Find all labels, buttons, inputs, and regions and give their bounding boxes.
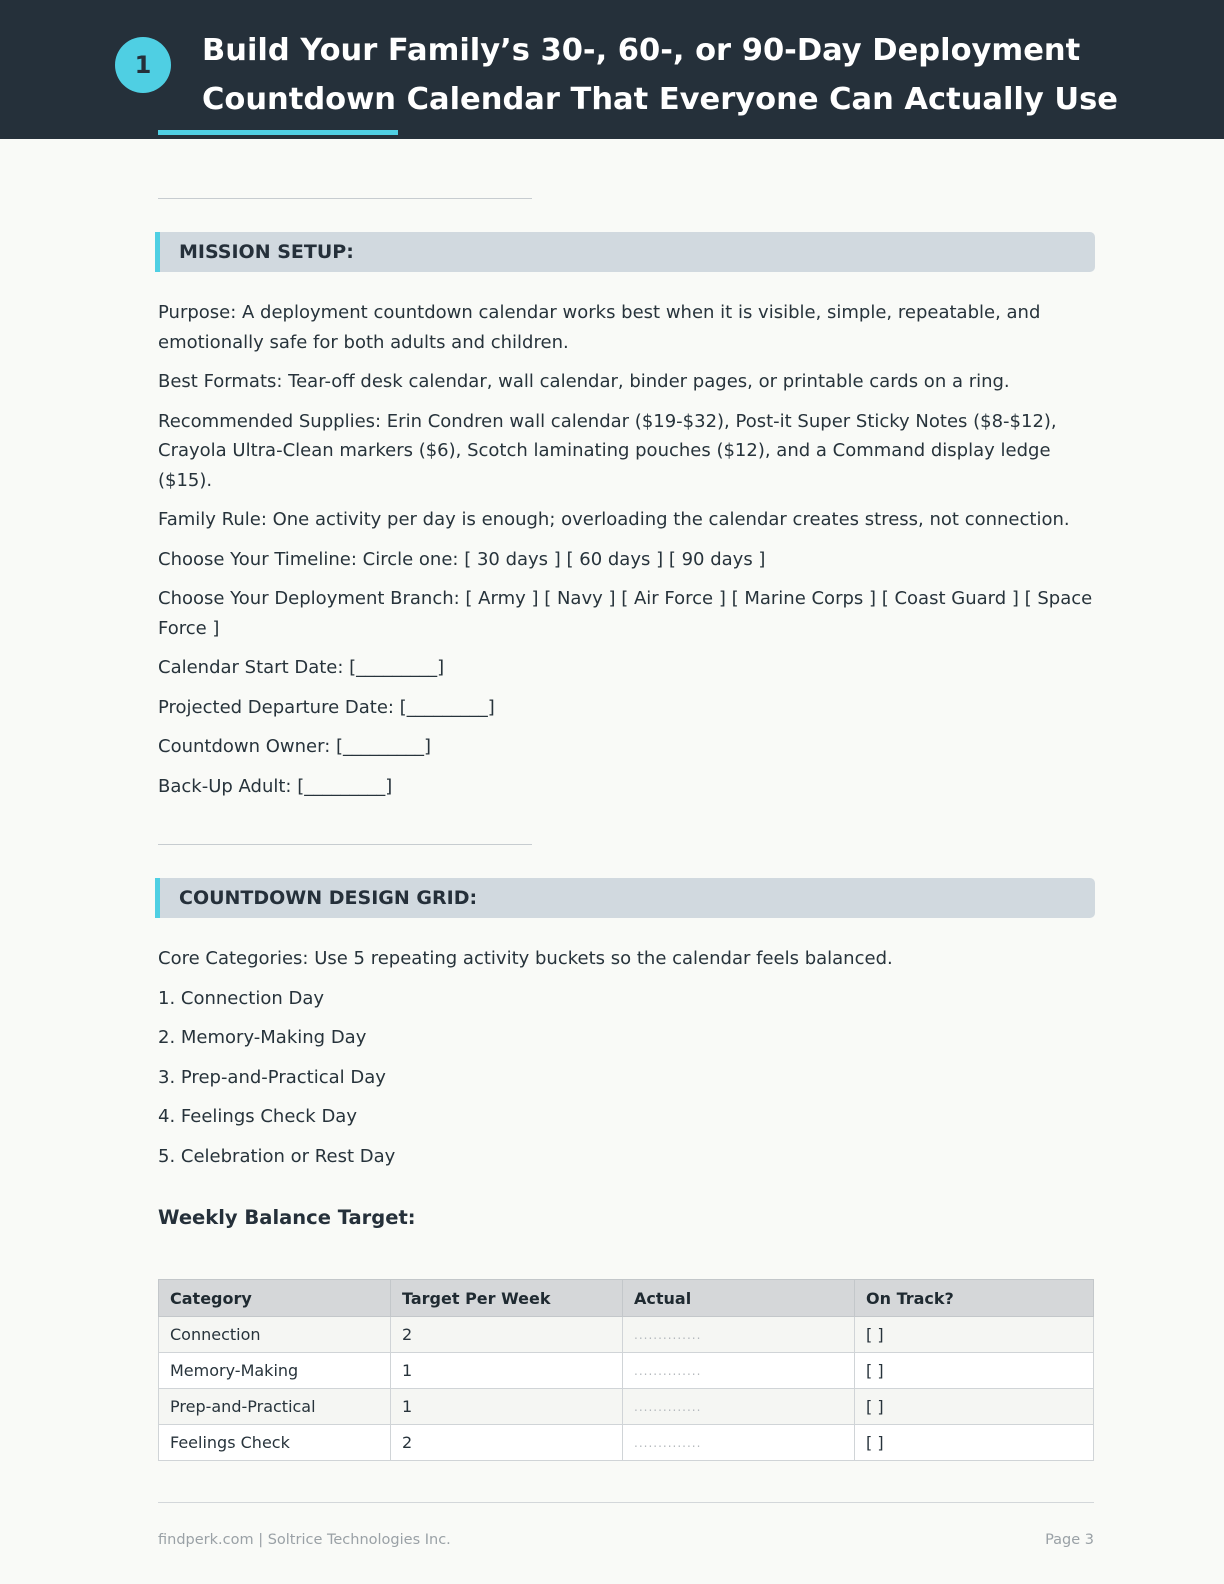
list-item: 5. Celebration or Rest Day [158,1145,396,1167]
column-header: On Track? [855,1280,1094,1317]
divider [158,198,532,199]
best-formats-text: Best Formats: Tear-off desk calendar, wall calendar, binder pages, or printable cards on a ring. [158,371,1010,392]
title-line-1: Build Your Family’s 30-, 60-, or 90-Day Deployment [202,33,1081,68]
column-header: Actual [623,1280,855,1317]
mission-setup-content [158,298,1094,811]
table-cell: 2 [391,1425,623,1461]
checkbox-cell: [ ] [855,1425,1094,1461]
page-header [0,0,1224,139]
table-cell: Feelings Check [159,1425,391,1461]
start-date-field: Calendar Start Date: [_________] [158,657,445,678]
checkbox-cell: [ ] [855,1353,1094,1389]
countdown-owner-field: Countdown Owner: [_________] [158,736,432,757]
list-item: 1. Connection Day [158,987,325,1009]
table-row [159,1425,1094,1461]
page-title [202,26,1162,124]
recommended-supplies-text: Recommended Supplies: Erin Condren wall calendar ($19-$32), Post-it Super Sticky Notes ($8-$12), Crayola Ultra-Clean markers ($6), Scotch laminating pouches ($12), and a Command display ledge ($15). [158,410,1057,491]
list-item: 2. Memory-Making Day [158,1027,367,1048]
weekly-balance-subheading: Weekly Balance Target: [158,1206,416,1229]
table-cell: Memory-Making [159,1353,391,1389]
title-line-2: Countdown Calendar That Everyone Can Actually Use [202,82,1118,117]
purpose-text: Purpose: A deployment countdown calendar works best when it is visible, simple, repeatable, and emotionally safe for both adults and children. [158,302,1041,353]
design-grid-content [158,944,1094,1181]
table-row [159,1389,1094,1425]
divider [158,844,532,845]
table-cell: 1 [391,1389,623,1425]
checkbox-cell: [ ] [855,1317,1094,1353]
table-cell: 2 [391,1317,623,1353]
table-cell: 1 [391,1353,623,1389]
departure-date-field: Projected Departure Date: [_________] [158,696,495,718]
section-heading-design-grid: COUNTDOWN DESIGN GRID: [155,878,1095,918]
actual-blank-cell: .............. [623,1353,855,1389]
column-header: Target Per Week [391,1280,623,1317]
table-row [159,1353,1094,1389]
table-row [159,1317,1094,1353]
branch-choice-text: Choose Your Deployment Branch: [ Army ] [ Navy ] [ Air Force ] [ Marine Corps ] [ Coast Guard ] [ Space Force ] [158,588,1093,639]
step-number-badge: 1 [115,37,171,93]
weekly-balance-table [158,1279,1094,1461]
list-item: 4. Feelings Check Day [158,1106,357,1127]
column-header: Category [159,1280,391,1317]
page-number: Page 3 [1045,1532,1094,1548]
checkbox-cell: [ ] [855,1389,1094,1425]
table-cell: Connection [159,1317,391,1353]
section-heading-mission-setup: MISSION SETUP: [155,232,1095,272]
footer-source: findperk.com | Soltrice Technologies Inc. [158,1532,451,1548]
core-categories-intro: Core Categories: Use 5 repeating activity buckets so the calendar feels balanced. [158,948,893,969]
timeline-choice-text: Choose Your Timeline: Circle one: [ 30 days ] [ 60 days ] [ 90 days ] [158,548,766,570]
list-item: 3. Prep-and-Practical Day [158,1066,386,1088]
family-rule-text: Family Rule: One activity per day is enough; overloading the calendar creates stress, not connection. [158,509,1070,530]
backup-adult-field: Back-Up Adult: [_________] [158,775,393,797]
table-cell: Prep-and-Practical [159,1389,391,1425]
actual-blank-cell: .............. [623,1317,855,1353]
title-accent-underline [158,130,398,135]
actual-blank-cell: .............. [623,1389,855,1425]
table-header-row [159,1280,1094,1317]
actual-blank-cell: .............. [623,1425,855,1461]
footer-divider [158,1502,1094,1503]
